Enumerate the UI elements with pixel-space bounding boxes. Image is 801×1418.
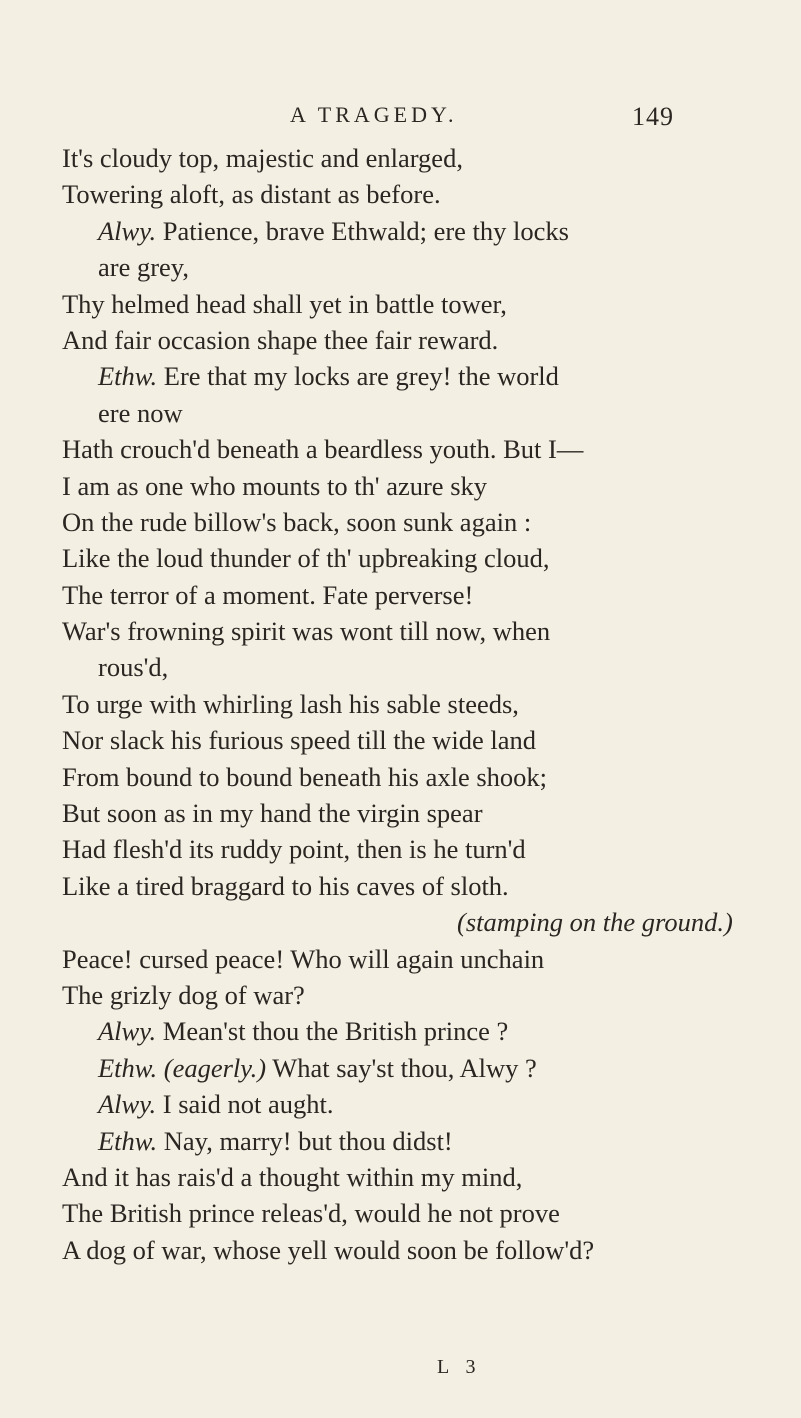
verse-line: The grizly dog of war? xyxy=(62,979,305,1010)
stage-direction: (eagerly.) xyxy=(157,1052,267,1083)
verse-line: And fair occasion shape thee fair reward. xyxy=(62,324,499,355)
speaker-name: Ethw. xyxy=(98,361,158,392)
verse-line: And it has rais'd a thought within my mind, xyxy=(62,1161,523,1192)
verse-line: rous'd, xyxy=(98,652,169,683)
verse-line: On the rude billow's back, soon sunk again : xyxy=(62,506,532,537)
verse-line: To urge with whirling lash his sable steeds, xyxy=(62,688,519,719)
speech-text: Nay, marry! but thou didst! xyxy=(157,1125,453,1156)
verse-line: are grey, xyxy=(98,252,189,283)
running-title: A TRAGEDY. xyxy=(290,102,458,127)
verse-line: A dog of war, whose yell would soon be follow'd? xyxy=(62,1234,595,1265)
verse-line: Peace! cursed peace! Who will again unchain xyxy=(62,943,545,974)
speech-line xyxy=(62,1123,762,1159)
verse-line: Like the loud thunder of th' upbreaking cloud, xyxy=(62,543,550,574)
verse-line: Like a tired braggard to his caves of sloth. xyxy=(62,870,509,901)
verse-line: Had flesh'd its ruddy point, then is he turn'd xyxy=(62,834,526,865)
speaker-name: Ethw. xyxy=(98,1052,158,1083)
speech-text: Ere that my locks are grey! the world xyxy=(157,361,559,392)
verse-line: ere now xyxy=(98,397,183,428)
verse-line: But soon as in my hand the virgin spear xyxy=(62,798,483,829)
speech-text: Patience, brave Ethwald; ere thy locks xyxy=(156,215,569,246)
verse-text xyxy=(62,140,762,1268)
speech-text: Mean'st thou the British prince ? xyxy=(156,1016,509,1047)
page-number: 149 xyxy=(632,102,674,131)
speaker-name: Alwy. xyxy=(98,1016,157,1047)
verse-line: War's frowning spirit was wont till now, when xyxy=(62,616,551,647)
stage-direction-line xyxy=(62,904,762,940)
speech-line xyxy=(62,358,762,394)
speech-line xyxy=(62,1086,762,1122)
verse-line: Nor slack his furious speed till the wide land xyxy=(62,725,536,756)
signature-mark: L 3 xyxy=(437,1356,482,1378)
speaker-name: Alwy. xyxy=(98,1089,157,1120)
verse-line: From bound to bound beneath his axle shook; xyxy=(62,761,548,792)
verse-line: It's cloudy top, majestic and enlarged, xyxy=(62,143,463,173)
verse-line: The British prince releas'd, would he not prove xyxy=(62,1198,560,1229)
speech-text: I said not aught. xyxy=(156,1089,334,1120)
speaker-name: Ethw. xyxy=(98,1125,158,1156)
verse-line: Hath crouch'd beneath a beardless youth. But I— xyxy=(62,434,584,465)
verse-line: The terror of a moment. Fate perverse! xyxy=(62,579,474,610)
verse-line: Towering aloft, as distant as before. xyxy=(62,179,441,210)
speech-text: What say'st thou, Alwy ? xyxy=(266,1052,537,1083)
verse-line: Thy helmed head shall yet in battle tower, xyxy=(62,288,507,319)
speaker-name: Alwy. xyxy=(98,215,157,246)
stage-direction: (stamping on the ground.) xyxy=(457,907,733,938)
speech-line xyxy=(62,1050,762,1086)
speech-line xyxy=(62,1013,762,1049)
verse-line: I am as one who mounts to th' azure sky xyxy=(62,470,488,501)
speech-line xyxy=(62,213,762,249)
